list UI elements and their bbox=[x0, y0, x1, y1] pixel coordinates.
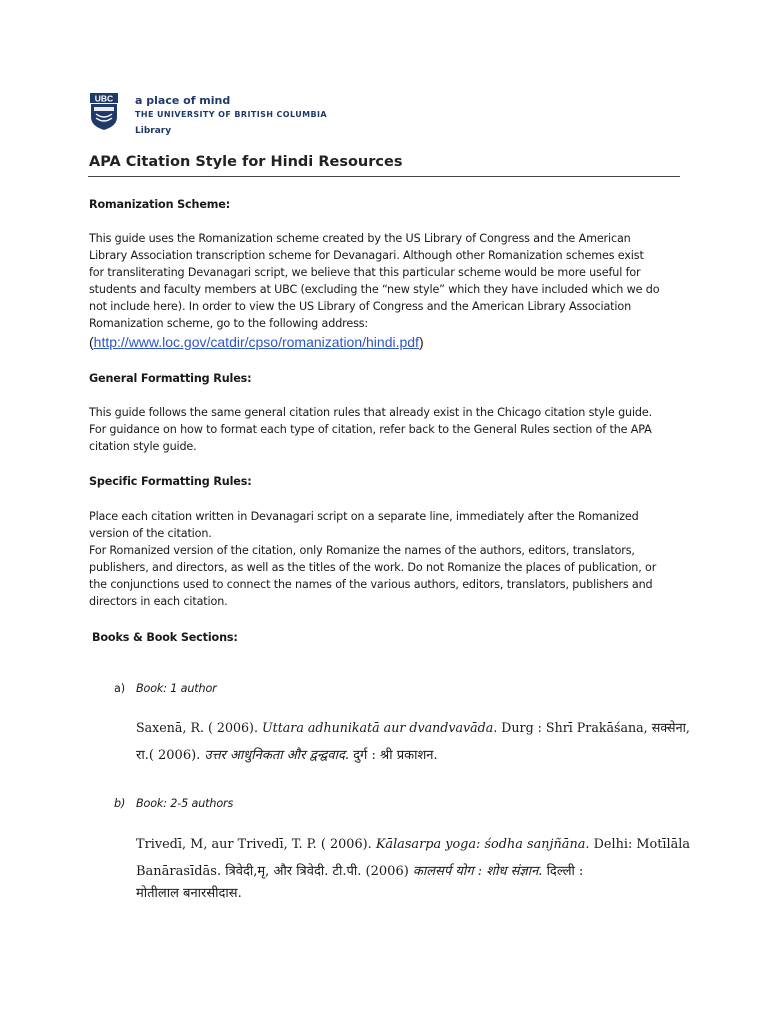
citation-text: दुर्ग : श्री प्रकाशन. bbox=[349, 748, 438, 763]
citation-title: कालसर्प योग : शोध संज्ञान. bbox=[412, 864, 543, 879]
item-b-marker: b) bbox=[114, 797, 126, 810]
body-line: Place each citation written in Devanagari script on a separate line, immediately after the Romanized bbox=[89, 510, 639, 523]
title-divider bbox=[88, 176, 680, 177]
body-line: This guide follows the same general citation rules that already exist in the Chicago citation style guide. bbox=[89, 406, 653, 419]
item-b-label: Book: 2-5 authors bbox=[136, 797, 234, 810]
page-title: APA Citation Style for Hindi Resources bbox=[89, 154, 403, 170]
header-tagline: a place of mind bbox=[135, 94, 231, 107]
citation-text: Saxenā, R. ( 2006). bbox=[136, 721, 262, 736]
paren-close: ) bbox=[418, 334, 424, 350]
svg-text:UBC: UBC bbox=[94, 93, 114, 104]
ubc-logo bbox=[90, 93, 118, 131]
body-line: citation style guide. bbox=[89, 440, 197, 453]
header-unit: Library bbox=[135, 126, 172, 136]
general-body bbox=[89, 404, 652, 455]
specific-body bbox=[89, 508, 656, 610]
item-a-label: Book: 1 author bbox=[136, 682, 217, 695]
citation-title: उत्तर आधुनिकता और द्वन्द्ववाद. bbox=[204, 748, 349, 763]
body-line: not include here). In order to view the US Library of Congress and the American Library Association bbox=[89, 300, 632, 313]
romanization-link-line bbox=[89, 334, 424, 350]
books-heading: Books & Book Sections: bbox=[92, 631, 238, 644]
body-line: the conjunctions used to connect the names of the various authors, editors, translators, publishers and bbox=[89, 578, 653, 591]
ubc-crest-icon bbox=[90, 93, 118, 131]
body-line: Romanization scheme, go to the following address: bbox=[89, 317, 369, 330]
item-a-marker: a) bbox=[114, 682, 125, 695]
loc-romanization-link[interactable]: http://www.loc.gov/catdir/cpso/romanization/hindi.pdf bbox=[93, 334, 419, 350]
citation-text: रा.( 2006). bbox=[136, 748, 205, 763]
citation-a-line2 bbox=[136, 747, 438, 764]
body-line: For guidance on how to format each type of citation, refer back to the General Rules section of the APA bbox=[89, 423, 652, 436]
citation-b-line1 bbox=[136, 836, 690, 853]
citation-title: Uttara adhunikatā aur dvandvavāda bbox=[261, 721, 494, 736]
general-heading: General Formatting Rules: bbox=[89, 372, 252, 385]
romanization-heading: Romanization Scheme: bbox=[89, 198, 231, 211]
citation-a-line1 bbox=[136, 720, 690, 737]
body-line: Library Association transcription scheme for Devanagari. Although other Romanization schemes exist bbox=[89, 249, 644, 262]
citation-title: Kālasarpa yoga: śodha sanjñāna bbox=[375, 837, 586, 852]
body-line: publishers, and directors, as well as the titles of the work. Do not Romanize the places of publication, or bbox=[89, 561, 657, 574]
header-university: THE UNIVERSITY OF BRITISH COLUMBIA bbox=[135, 110, 327, 119]
citation-text: Trivedī, M, aur Trivedī, T. P. ( 2006). bbox=[136, 837, 376, 852]
body-line: students and faculty members at UBC (excluding the “new style” which they have included which we do bbox=[89, 283, 660, 296]
citation-text: . Durg : Shrī Prakāśana, सक्सेना, bbox=[493, 721, 690, 736]
citation-text: दिल्ली : bbox=[542, 864, 584, 879]
body-line: for transliterating Devanagari script, we believe that this particular scheme would be more useful for bbox=[89, 266, 641, 279]
body-line: For Romanized version of the citation, only Romanize the names of the authors, editors, translators, bbox=[89, 544, 635, 557]
body-line: version of the citation. bbox=[89, 527, 212, 540]
body-line: directors in each citation. bbox=[89, 595, 228, 608]
citation-b-line3: मोतीलाल बनारसीदास. bbox=[136, 886, 242, 901]
citation-b-line2 bbox=[136, 863, 583, 880]
romanization-body bbox=[89, 230, 659, 332]
body-line: This guide uses the Romanization scheme created by the US Library of Congress and the American bbox=[89, 232, 631, 245]
citation-text: Banārasīdās. त्रिवेदी,मृ, और त्रिवेदी. टी.पी. (2006) bbox=[136, 864, 413, 879]
citation-text: . Delhi: Motīlāla bbox=[585, 837, 691, 852]
specific-heading: Specific Formatting Rules: bbox=[89, 475, 252, 488]
paren-open: ( bbox=[89, 334, 94, 350]
